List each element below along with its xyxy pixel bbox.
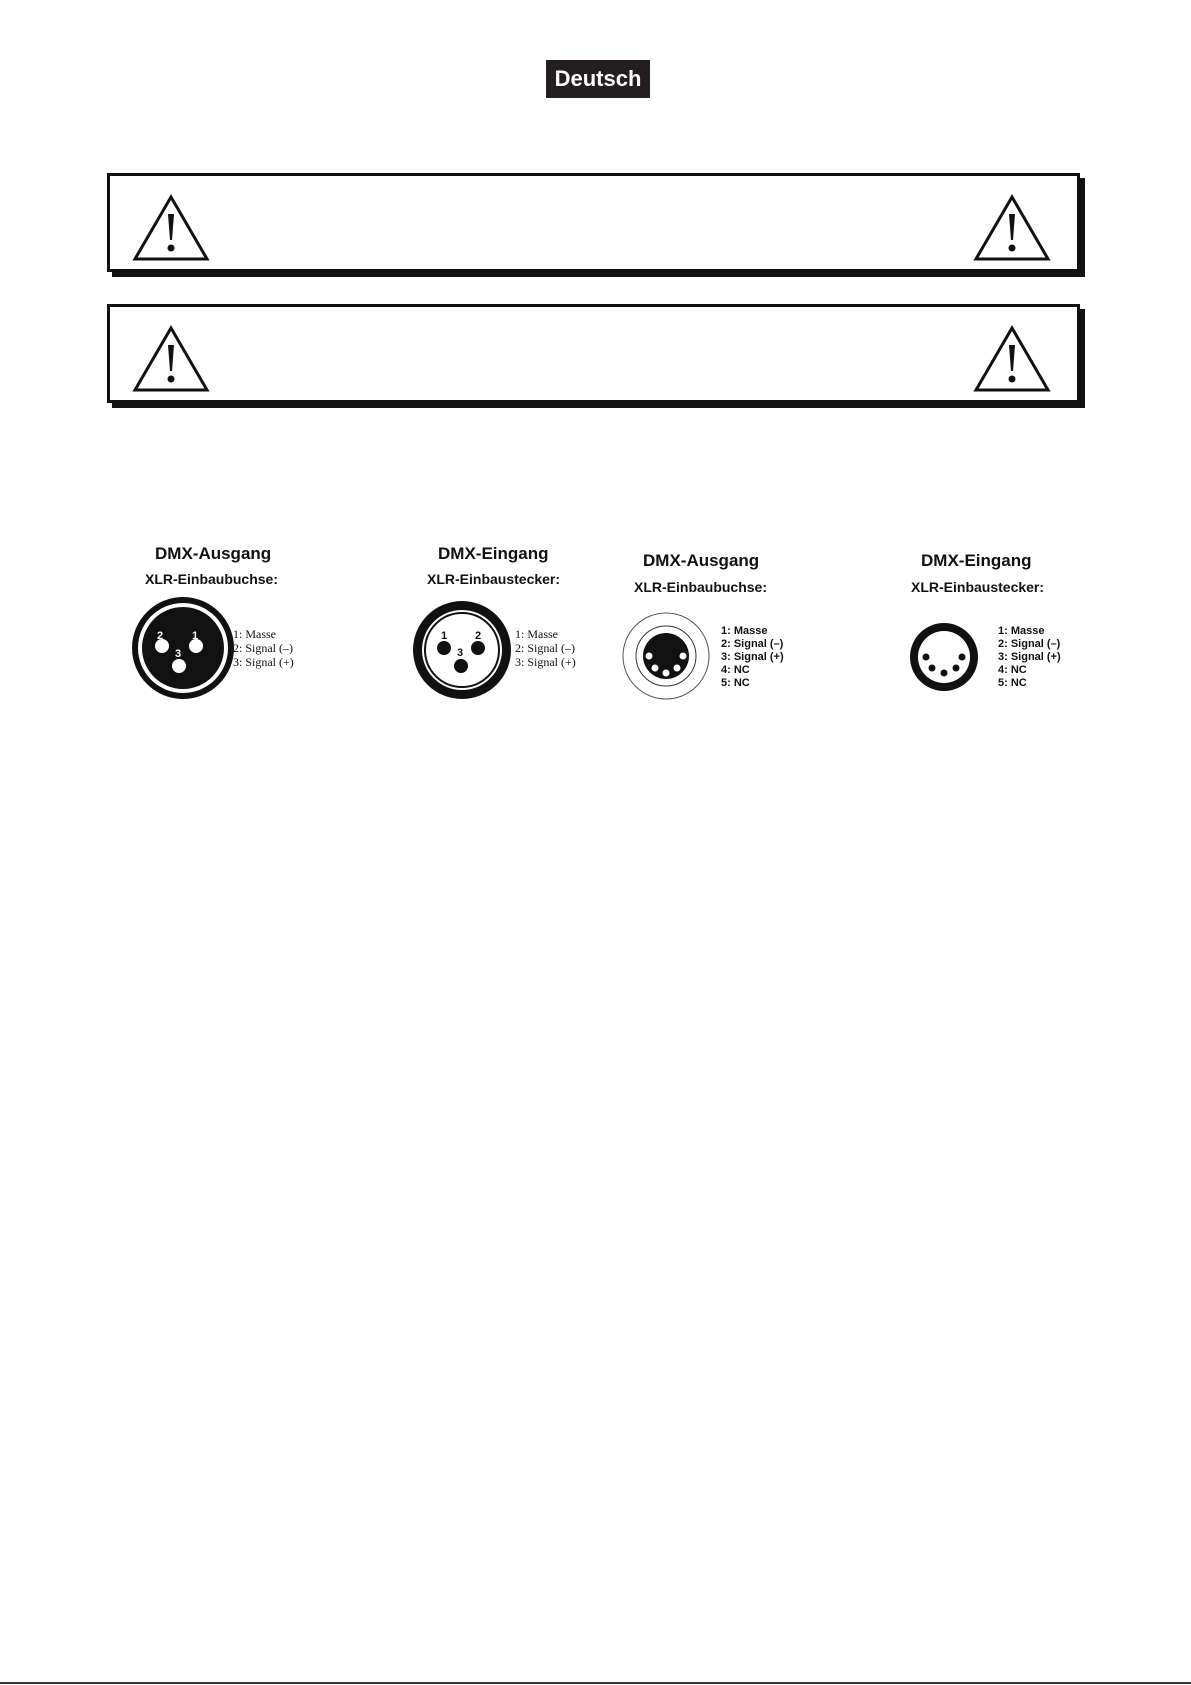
pin-assignment-list xyxy=(721,625,784,690)
xlr3-socket-icon xyxy=(128,596,238,700)
connector-subtitle: XLR-Einbaustecker: xyxy=(911,579,1045,595)
connector-title: DMX-Eingang xyxy=(438,544,549,563)
pin-number: 2 xyxy=(157,630,164,642)
pin-assignment: 1: Masse xyxy=(998,625,1045,637)
connector-subtitle: XLR-Einbaubuchse: xyxy=(145,571,279,587)
pin-assignment-list xyxy=(998,625,1061,690)
connector-subtitle: XLR-Einbaubuchse: xyxy=(634,579,768,595)
page-bottom-rule xyxy=(0,1682,1191,1684)
xlr5-plug-icon xyxy=(909,622,979,692)
warning-triangle-icon xyxy=(132,325,210,393)
pin-assignment-list xyxy=(515,627,576,669)
pin-assignment: 2: Signal (–) xyxy=(515,641,575,655)
pin-assignment: 2: Signal (–) xyxy=(721,638,784,650)
xlr5-socket-icon xyxy=(622,612,710,700)
pin-assignment: 1: Masse xyxy=(721,625,768,637)
pin-assignment: 5: NC xyxy=(721,677,750,689)
pin-assignment: 1: Masse xyxy=(515,627,558,641)
pin-assignment: 3: Signal (+) xyxy=(721,651,784,663)
pin-assignment: 3: Signal (+) xyxy=(998,651,1061,663)
warning-box-1 xyxy=(107,173,1080,272)
pin-number: 3 xyxy=(457,647,464,659)
pin-assignment: 3: Signal (+) xyxy=(515,655,576,669)
connector-subtitle: XLR-Einbaustecker: xyxy=(427,571,561,587)
warning-triangle-icon xyxy=(973,194,1051,262)
connector-title: DMX-Eingang xyxy=(921,551,1032,570)
pin-number: 1 xyxy=(441,630,448,642)
pin-assignment: 4: NC xyxy=(721,664,750,676)
pin-assignment: 5: NC xyxy=(998,677,1027,689)
pin-assignment: 1: Masse xyxy=(233,627,276,641)
connector-title: DMX-Ausgang xyxy=(643,551,760,570)
pin-assignment: 2: Signal (–) xyxy=(998,638,1061,650)
pin-assignment-list xyxy=(233,627,294,669)
pin-assignment: 2: Signal (–) xyxy=(233,641,293,655)
pin-number: 2 xyxy=(475,630,482,642)
warning-box-2 xyxy=(107,304,1080,403)
pin-assignment: 3: Signal (+) xyxy=(233,655,294,669)
connector-title: DMX-Ausgang xyxy=(155,544,272,563)
pin-number: 3 xyxy=(175,648,182,660)
pin-number: 1 xyxy=(192,630,199,642)
warning-triangle-icon xyxy=(973,325,1051,393)
pin-assignment: 4: NC xyxy=(998,664,1027,676)
warning-triangle-icon xyxy=(132,194,210,262)
language-badge: Deutsch xyxy=(546,60,650,98)
